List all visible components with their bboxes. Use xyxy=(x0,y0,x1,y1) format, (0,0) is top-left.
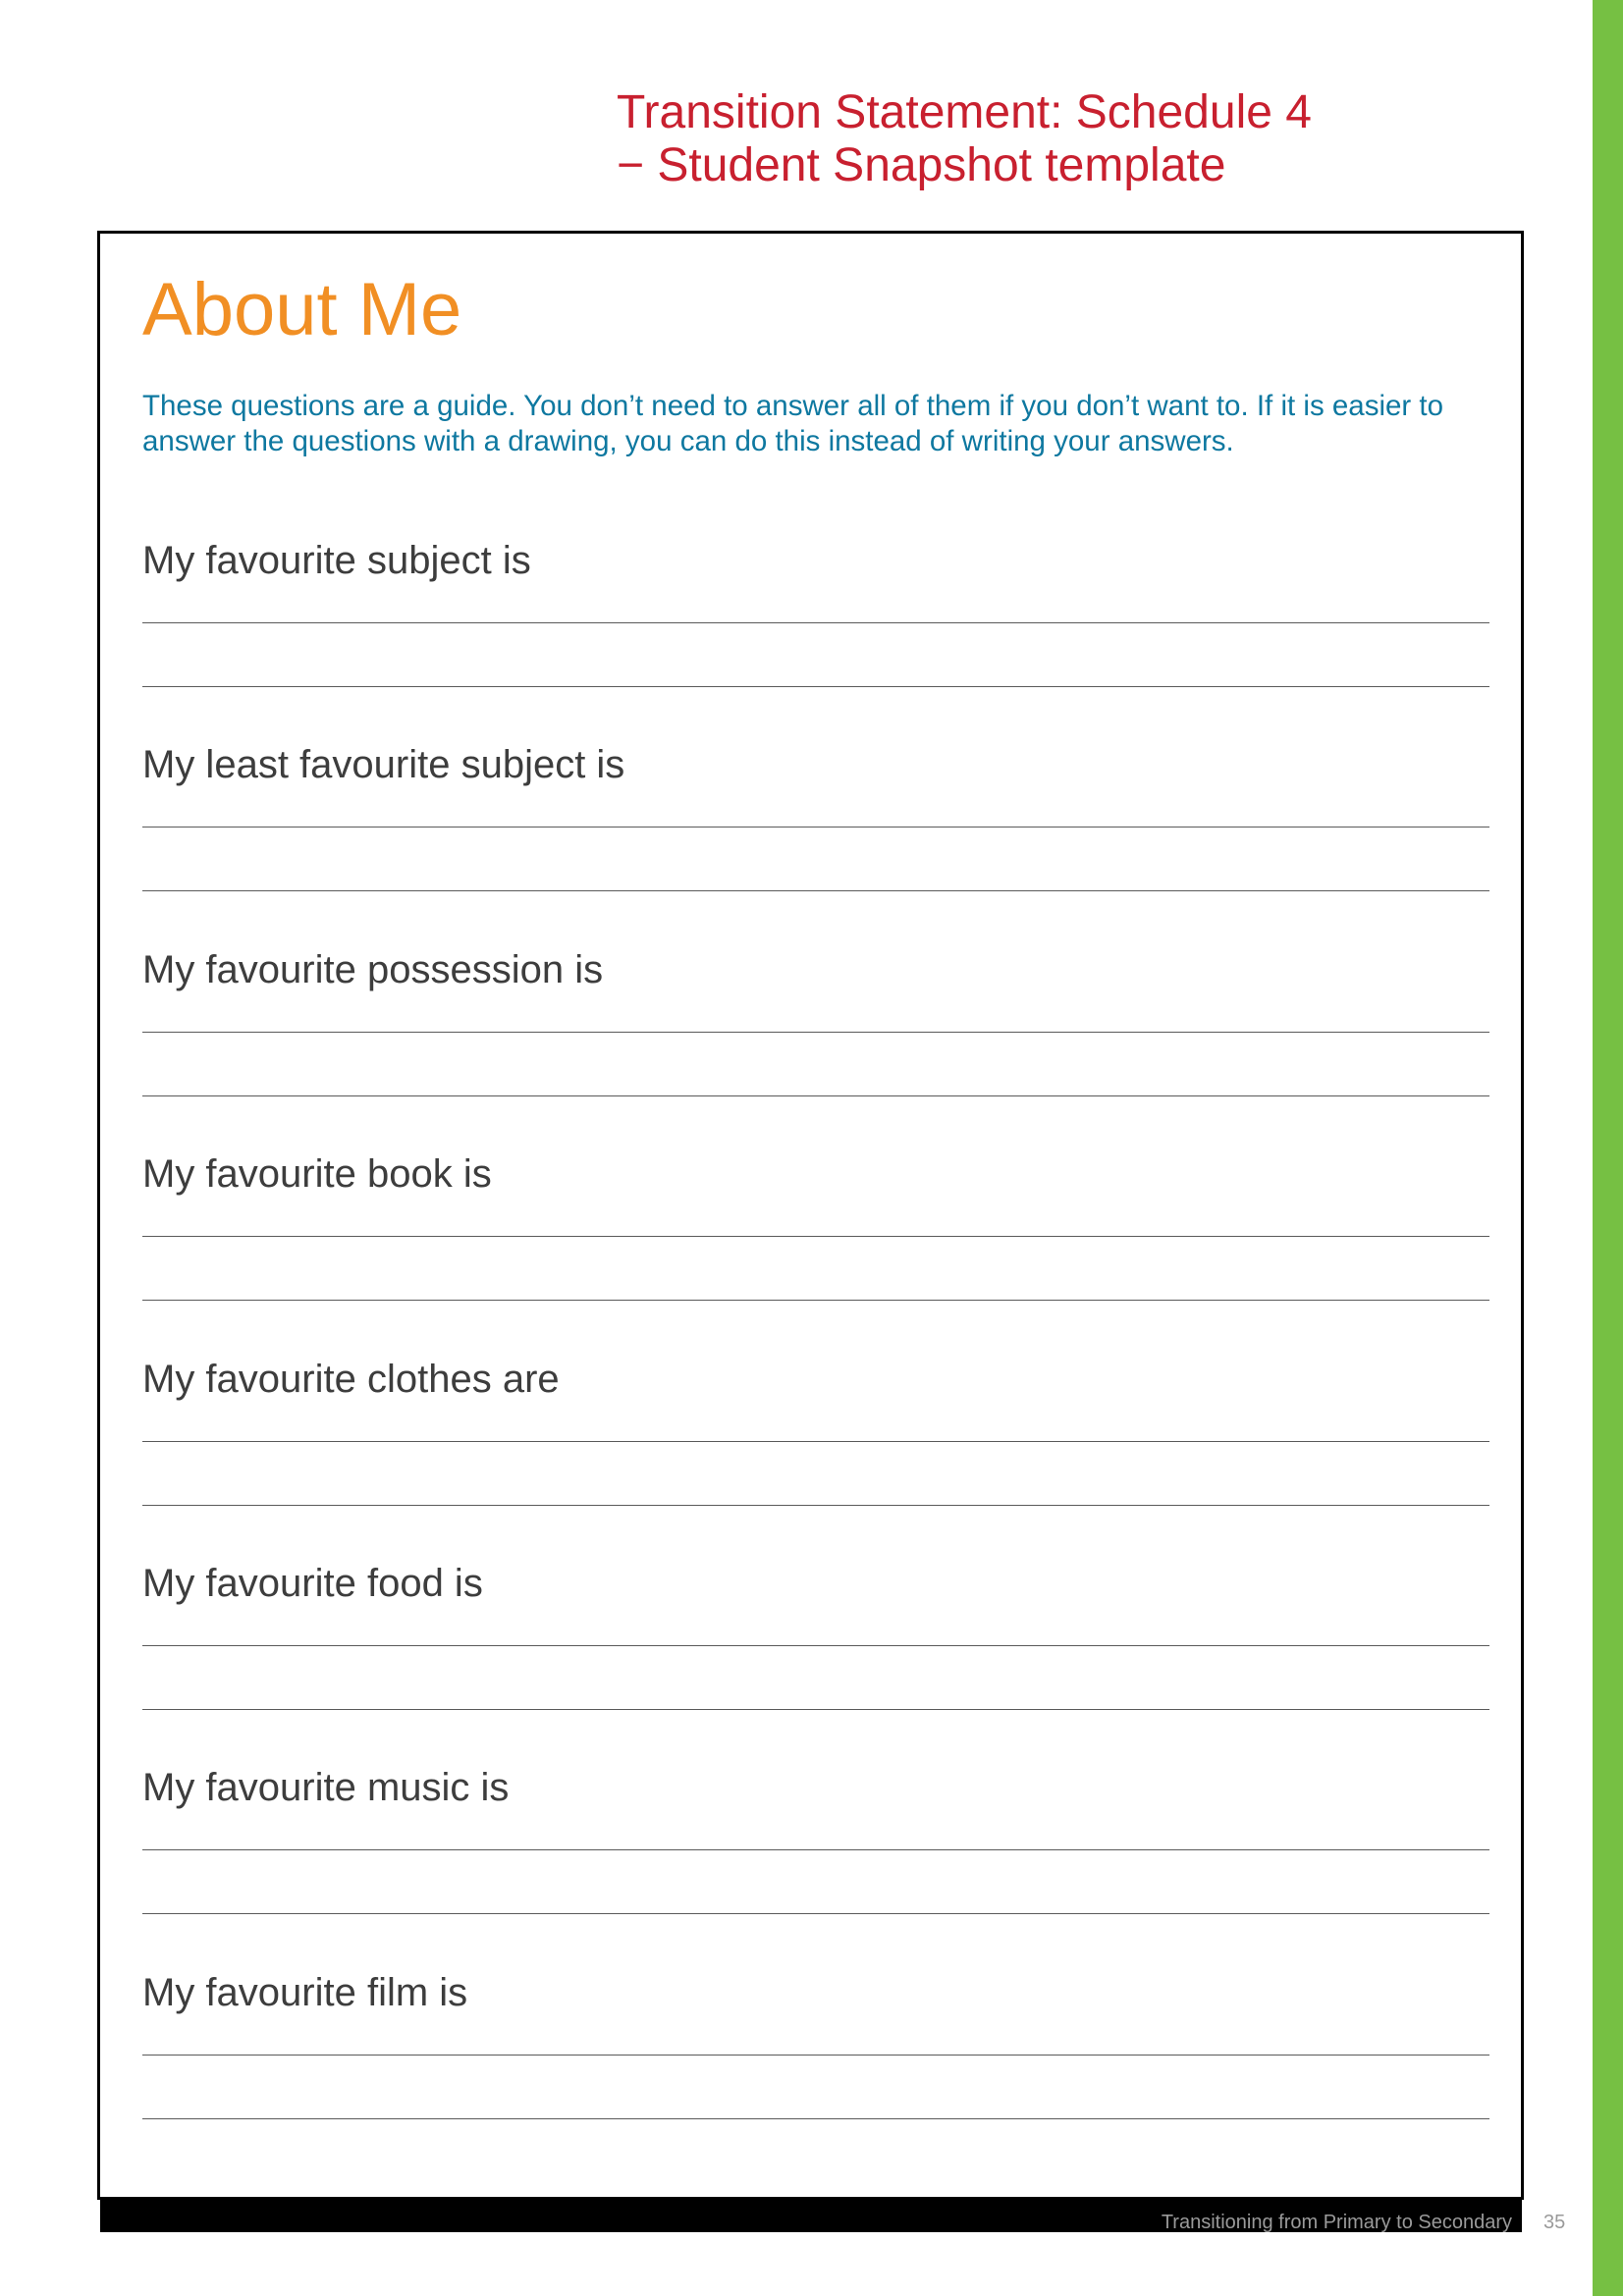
answer-line[interactable] xyxy=(142,2118,1489,2119)
question-label: My favourite possession is xyxy=(142,948,604,991)
answer-line[interactable] xyxy=(142,1236,1489,1237)
page-title xyxy=(617,86,1500,192)
page-number: 35 xyxy=(1543,2212,1566,2233)
question-label: My favourite subject is xyxy=(142,539,531,582)
question-favourite-film xyxy=(142,1970,1489,2174)
answer-line[interactable] xyxy=(142,1095,1489,1096)
question-favourite-possession xyxy=(142,947,1489,1151)
side-accent-bar xyxy=(1593,0,1623,2296)
question-label: My favourite food is xyxy=(142,1562,483,1605)
page-title-line-2: − Student Snapshot template xyxy=(617,139,1226,191)
question-label: My favourite book is xyxy=(142,1152,492,1196)
card-title: About Me xyxy=(142,268,462,351)
question-label: My favourite clothes are xyxy=(142,1358,560,1401)
question-favourite-music xyxy=(142,1765,1489,1969)
question-favourite-subject xyxy=(142,538,1489,742)
answer-line[interactable] xyxy=(142,1849,1489,1850)
answer-line[interactable] xyxy=(142,1645,1489,1646)
question-label: My favourite film is xyxy=(142,1971,468,2014)
footer-text: Transitioning from Primary to Secondary xyxy=(1161,2212,1512,2233)
answer-line[interactable] xyxy=(142,827,1489,828)
about-me-card xyxy=(97,231,1524,2200)
question-label: My favourite music is xyxy=(142,1766,510,1809)
answer-line[interactable] xyxy=(142,1032,1489,1033)
answer-line[interactable] xyxy=(142,1441,1489,1442)
answer-line[interactable] xyxy=(142,2055,1489,2056)
answer-line[interactable] xyxy=(142,1300,1489,1301)
answer-line[interactable] xyxy=(142,890,1489,891)
question-favourite-book xyxy=(142,1151,1489,1356)
question-favourite-food xyxy=(142,1561,1489,1765)
answer-line[interactable] xyxy=(142,622,1489,623)
answer-line[interactable] xyxy=(142,1913,1489,1914)
page-title-line-1: Transition Statement: Schedule 4 xyxy=(617,86,1312,138)
answer-line[interactable] xyxy=(142,1709,1489,1710)
answer-line[interactable] xyxy=(142,1505,1489,1506)
question-label: My least favourite subject is xyxy=(142,743,625,786)
card-intro: These questions are a guide. You don’t need to answer all of them if you don’t want to. If it is easier to answer the questions with a drawing, you can do this instead of writing your answers. xyxy=(142,390,1444,457)
question-favourite-clothes xyxy=(142,1357,1489,1561)
question-least-favourite-subject xyxy=(142,742,1489,946)
answer-line[interactable] xyxy=(142,686,1489,687)
